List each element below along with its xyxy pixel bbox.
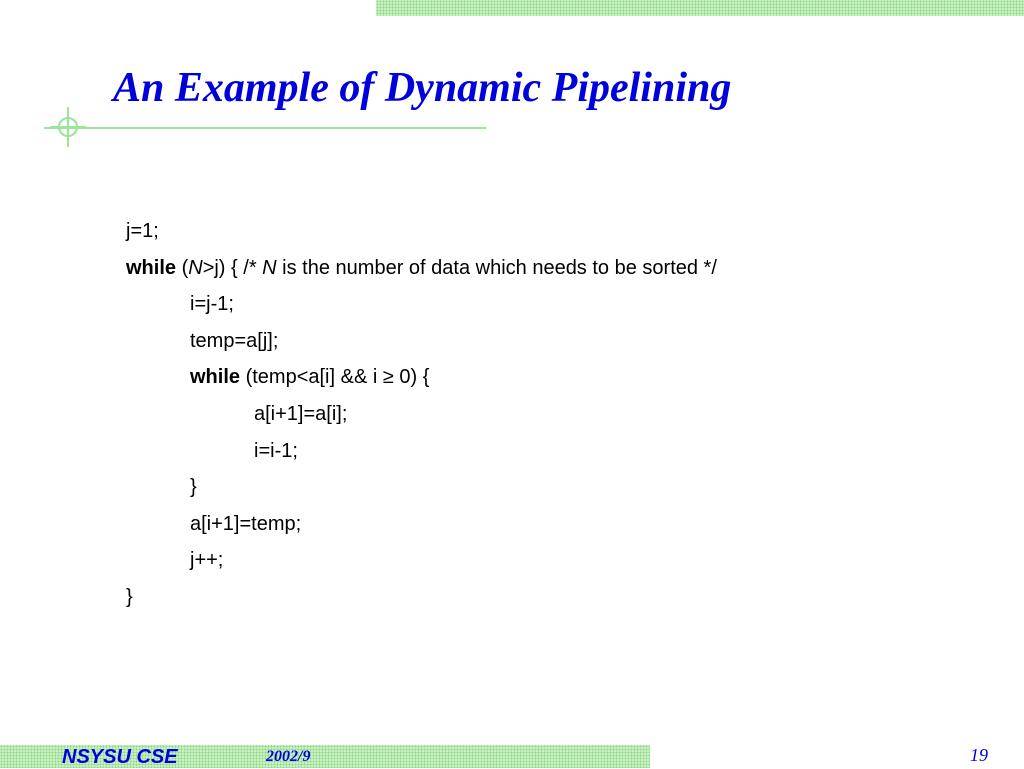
code-text: i=i-1; [254,439,298,462]
code-line-7 [126,433,717,470]
code-line-5 [126,359,717,396]
title-underline [44,127,486,129]
code-text: i=j-1; [190,293,234,316]
code-text: } [126,585,133,608]
code-text: ( [176,256,189,279]
code-line-6 [126,396,717,433]
code-line-10 [126,542,717,579]
code-comment-text: is the number of data which needs to be sorted */ [276,256,717,279]
code-line-3 [126,286,717,323]
while-keyword: while [190,366,241,389]
code-text: temp=a[j]; [190,329,279,352]
footer-date: 2002/9 [266,748,311,765]
code-line-1 [126,213,717,250]
footer-label: NSYSU CSE [62,746,178,768]
crosshair-icon [50,105,86,149]
code-line-8 [126,469,717,506]
variable-n: N [188,256,203,279]
code-block [126,213,717,616]
code-text: j=1; [126,220,159,242]
code-line-2 [126,250,717,287]
code-line-4 [126,323,717,360]
code-text: (temp<a[i] && i ≥ 0) { [240,366,430,389]
code-line-11 [126,579,717,616]
page-number: 19 [970,745,988,765]
top-decorative-band [376,0,1024,16]
code-text: } [190,476,197,499]
code-text: j++; [190,549,224,572]
code-text: a[i+1]=temp; [190,512,302,535]
code-text: a[i+1]=a[i]; [254,402,348,425]
comment-variable-n: N [262,256,277,279]
while-keyword: while [126,256,177,279]
code-line-9 [126,506,717,543]
code-text: >j) { /* [202,256,263,279]
slide-title: An Example of Dynamic Pipelining [113,65,732,111]
